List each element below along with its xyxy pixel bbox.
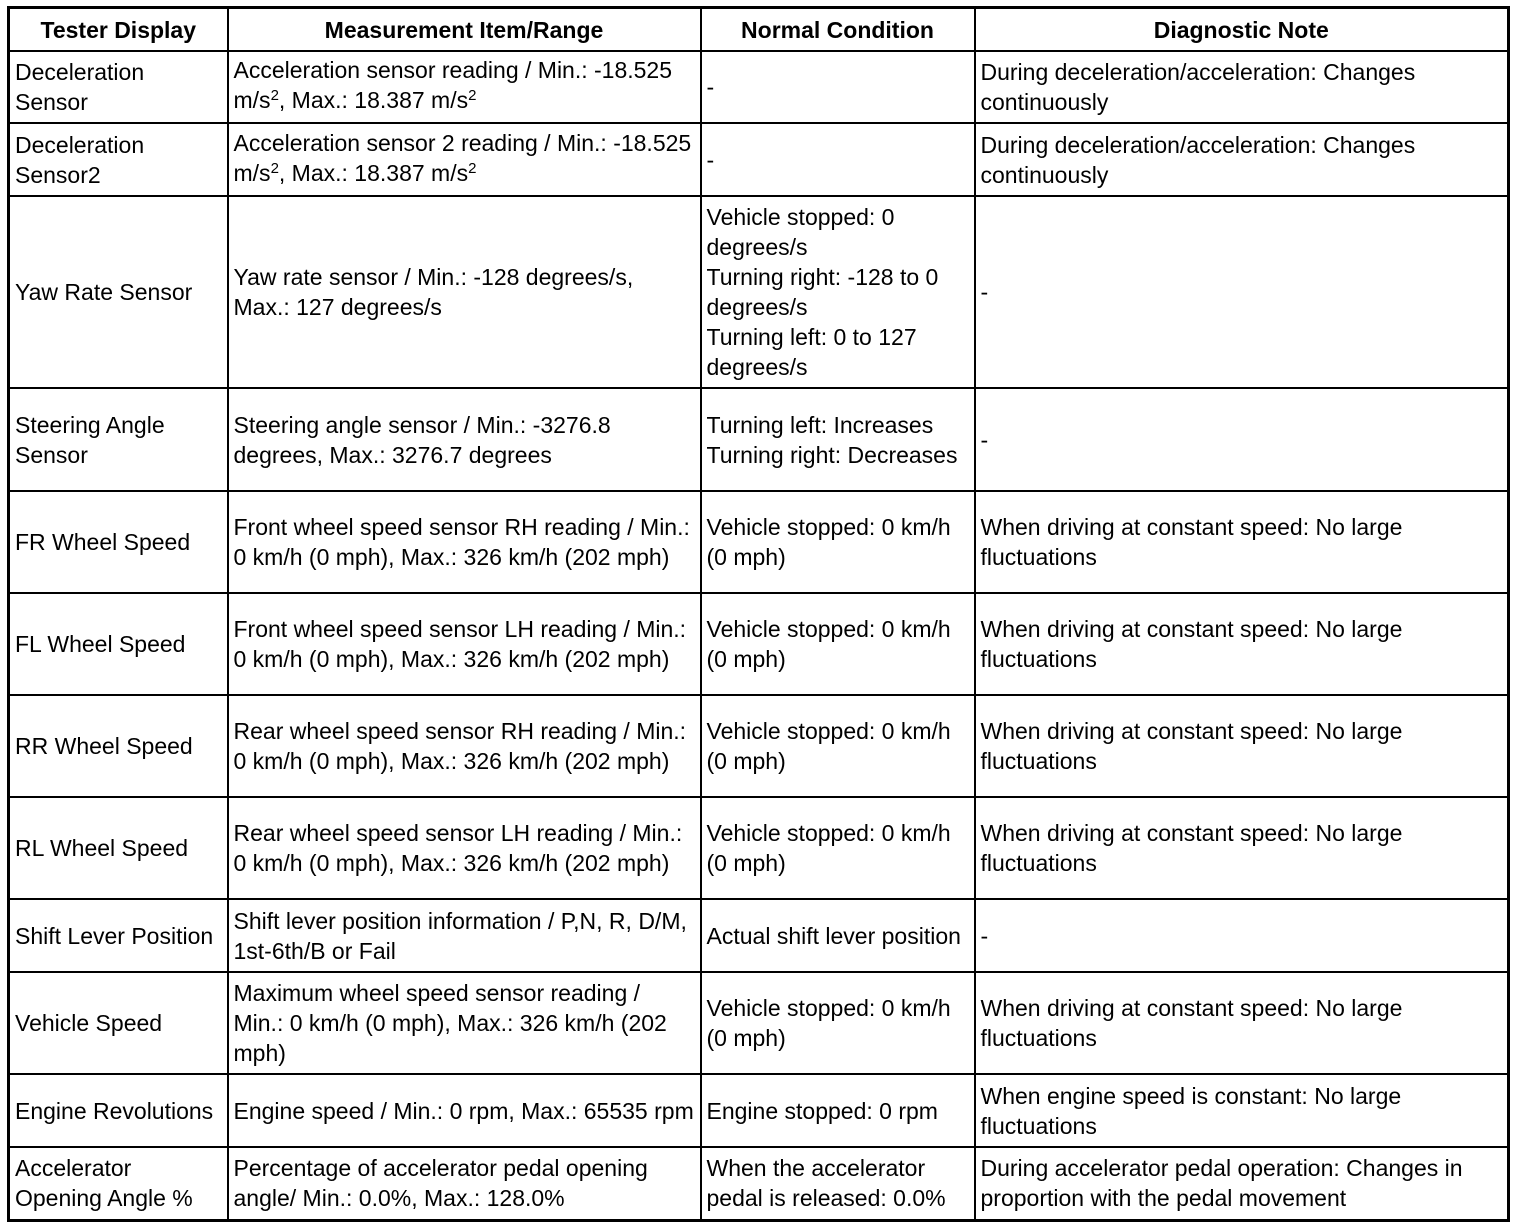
range-text: , Max.: 18.387 m/s bbox=[278, 159, 469, 186]
cell-measurement-range bbox=[228, 51, 701, 123]
table-header bbox=[9, 8, 1509, 52]
table-row bbox=[9, 51, 1509, 123]
cell-tester-display: RL Wheel Speed bbox=[9, 797, 228, 899]
cell-normal-condition: - bbox=[701, 51, 975, 123]
cell-diagnostic-note: During deceleration/acceleration: Changes continuously bbox=[975, 51, 1509, 123]
range-text: , Max.: 18.387 m/s bbox=[278, 87, 469, 113]
condition-line: Turning right: -128 to 0 degrees/s bbox=[706, 264, 939, 320]
cell-measurement-range: Front wheel speed sensor RH reading / Min.: 0 km/h (0 mph), Max.: 326 km/h (202 mph) bbox=[228, 491, 701, 593]
cell-tester-display: Engine Revolutions bbox=[9, 1074, 228, 1147]
table-row bbox=[9, 593, 1509, 695]
cell-diagnostic-note: When driving at constant speed: No large fluctuations bbox=[975, 491, 1509, 593]
cell-normal-condition: Engine stopped: 0 rpm bbox=[701, 1074, 975, 1147]
cell-tester-display: Vehicle Speed bbox=[9, 972, 228, 1074]
cell-measurement-range: Rear wheel speed sensor LH reading / Min.: 0 km/h (0 mph), Max.: 326 km/h (202 mph) bbox=[228, 797, 701, 899]
superscript: 2 bbox=[468, 159, 477, 177]
cell-measurement-range: Steering angle sensor / Min.: -3276.8 degrees, Max.: 3276.7 degrees bbox=[228, 388, 701, 491]
cell-measurement-range: Engine speed / Min.: 0 rpm, Max.: 65535 rpm bbox=[228, 1074, 701, 1147]
cell-diagnostic-note: - bbox=[975, 196, 1509, 388]
header-normal-condition: Normal Condition bbox=[701, 8, 975, 52]
table-row bbox=[9, 899, 1509, 972]
cell-diagnostic-note: - bbox=[975, 899, 1509, 972]
range-text: Acceleration sensor reading / Min.: -18.525 m/s bbox=[233, 57, 673, 113]
cell-tester-display: FL Wheel Speed bbox=[9, 593, 228, 695]
cell-tester-display: Yaw Rate Sensor bbox=[9, 196, 228, 388]
table-row bbox=[9, 797, 1509, 899]
cell-normal-condition: Vehicle stopped: 0 km/h (0 mph) bbox=[701, 593, 975, 695]
table-row bbox=[9, 388, 1509, 491]
header-measurement-item-range: Measurement Item/Range bbox=[228, 8, 701, 52]
condition-line: Turning right: Decreases bbox=[706, 441, 958, 468]
cell-diagnostic-note: When driving at constant speed: No large fluctuations bbox=[975, 593, 1509, 695]
cell-normal-condition: - bbox=[701, 123, 975, 196]
cell-tester-display: Accelerator Opening Angle % bbox=[9, 1147, 228, 1220]
cell-tester-display: RR Wheel Speed bbox=[9, 695, 228, 797]
cell-measurement-range: Yaw rate sensor / Min.: -128 degrees/s, Max.: 127 degrees/s bbox=[228, 196, 701, 388]
cell-normal-condition: Vehicle stopped: 0 km/h (0 mph) bbox=[701, 972, 975, 1074]
range-text: Acceleration sensor 2 reading / Min.: -18.525 m/s bbox=[233, 129, 692, 186]
cell-diagnostic-note: When driving at constant speed: No large fluctuations bbox=[975, 972, 1509, 1074]
cell-measurement-range: Percentage of accelerator pedal opening angle/ Min.: 0.0%, Max.: 128.0% bbox=[228, 1147, 701, 1220]
header-row bbox=[9, 8, 1509, 52]
table-row bbox=[9, 123, 1509, 196]
superscript: 2 bbox=[468, 87, 477, 104]
diagnostic-data-table bbox=[7, 6, 1510, 1222]
cell-tester-display: Deceleration Sensor bbox=[9, 51, 228, 123]
cell-measurement-range: Front wheel speed sensor LH reading / Min.: 0 km/h (0 mph), Max.: 326 km/h (202 mph) bbox=[228, 593, 701, 695]
cell-normal-condition: When the accelerator pedal is released: 0.0% bbox=[701, 1147, 975, 1220]
cell-normal-condition: Vehicle stopped: 0 km/h (0 mph) bbox=[701, 491, 975, 593]
table-row bbox=[9, 972, 1509, 1074]
table-body bbox=[9, 51, 1509, 1220]
cell-normal-condition: Actual shift lever position bbox=[701, 899, 975, 972]
cell-measurement-range: Rear wheel speed sensor RH reading / Min.: 0 km/h (0 mph), Max.: 326 km/h (202 mph) bbox=[228, 695, 701, 797]
cell-diagnostic-note: - bbox=[975, 388, 1509, 491]
table-row bbox=[9, 1074, 1509, 1147]
cell-diagnostic-note: When driving at constant speed: No large fluctuations bbox=[975, 695, 1509, 797]
cell-tester-display: Steering Angle Sensor bbox=[9, 388, 228, 491]
cell-measurement-range bbox=[228, 123, 701, 196]
condition-line: Turning left: Increases bbox=[706, 411, 934, 438]
superscript: 2 bbox=[270, 159, 279, 177]
cell-normal-condition: Vehicle stopped: 0 km/h (0 mph) bbox=[701, 797, 975, 899]
cell-normal-condition bbox=[701, 196, 975, 388]
cell-diagnostic-note: During accelerator pedal operation: Changes in proportion with the pedal movement bbox=[975, 1147, 1509, 1220]
table-row bbox=[9, 1147, 1509, 1220]
condition-line: Vehicle stopped: 0 degrees/s bbox=[706, 204, 895, 260]
header-diagnostic-note: Diagnostic Note bbox=[975, 8, 1509, 52]
cell-normal-condition: Vehicle stopped: 0 km/h (0 mph) bbox=[701, 695, 975, 797]
table-row bbox=[9, 695, 1509, 797]
table-row bbox=[9, 491, 1509, 593]
cell-tester-display: Shift Lever Position bbox=[9, 899, 228, 972]
cell-tester-display: FR Wheel Speed bbox=[9, 491, 228, 593]
header-tester-display: Tester Display bbox=[9, 8, 228, 52]
table-row bbox=[9, 196, 1509, 388]
cell-tester-display: Deceleration Sensor2 bbox=[9, 123, 228, 196]
superscript: 2 bbox=[270, 87, 279, 104]
cell-diagnostic-note: When engine speed is constant: No large fluctuations bbox=[975, 1074, 1509, 1147]
condition-line: Turning left: 0 to 127 degrees/s bbox=[706, 324, 917, 380]
cell-measurement-range: Maximum wheel speed sensor reading / Min.: 0 km/h (0 mph), Max.: 326 km/h (202 mph) bbox=[228, 972, 701, 1074]
cell-measurement-range: Shift lever position information / P,N, R, D/M, 1st-6th/B or Fail bbox=[228, 899, 701, 972]
cell-diagnostic-note: During deceleration/acceleration: Changes continuously bbox=[975, 123, 1509, 196]
cell-diagnostic-note: When driving at constant speed: No large fluctuations bbox=[975, 797, 1509, 899]
cell-normal-condition bbox=[701, 388, 975, 491]
